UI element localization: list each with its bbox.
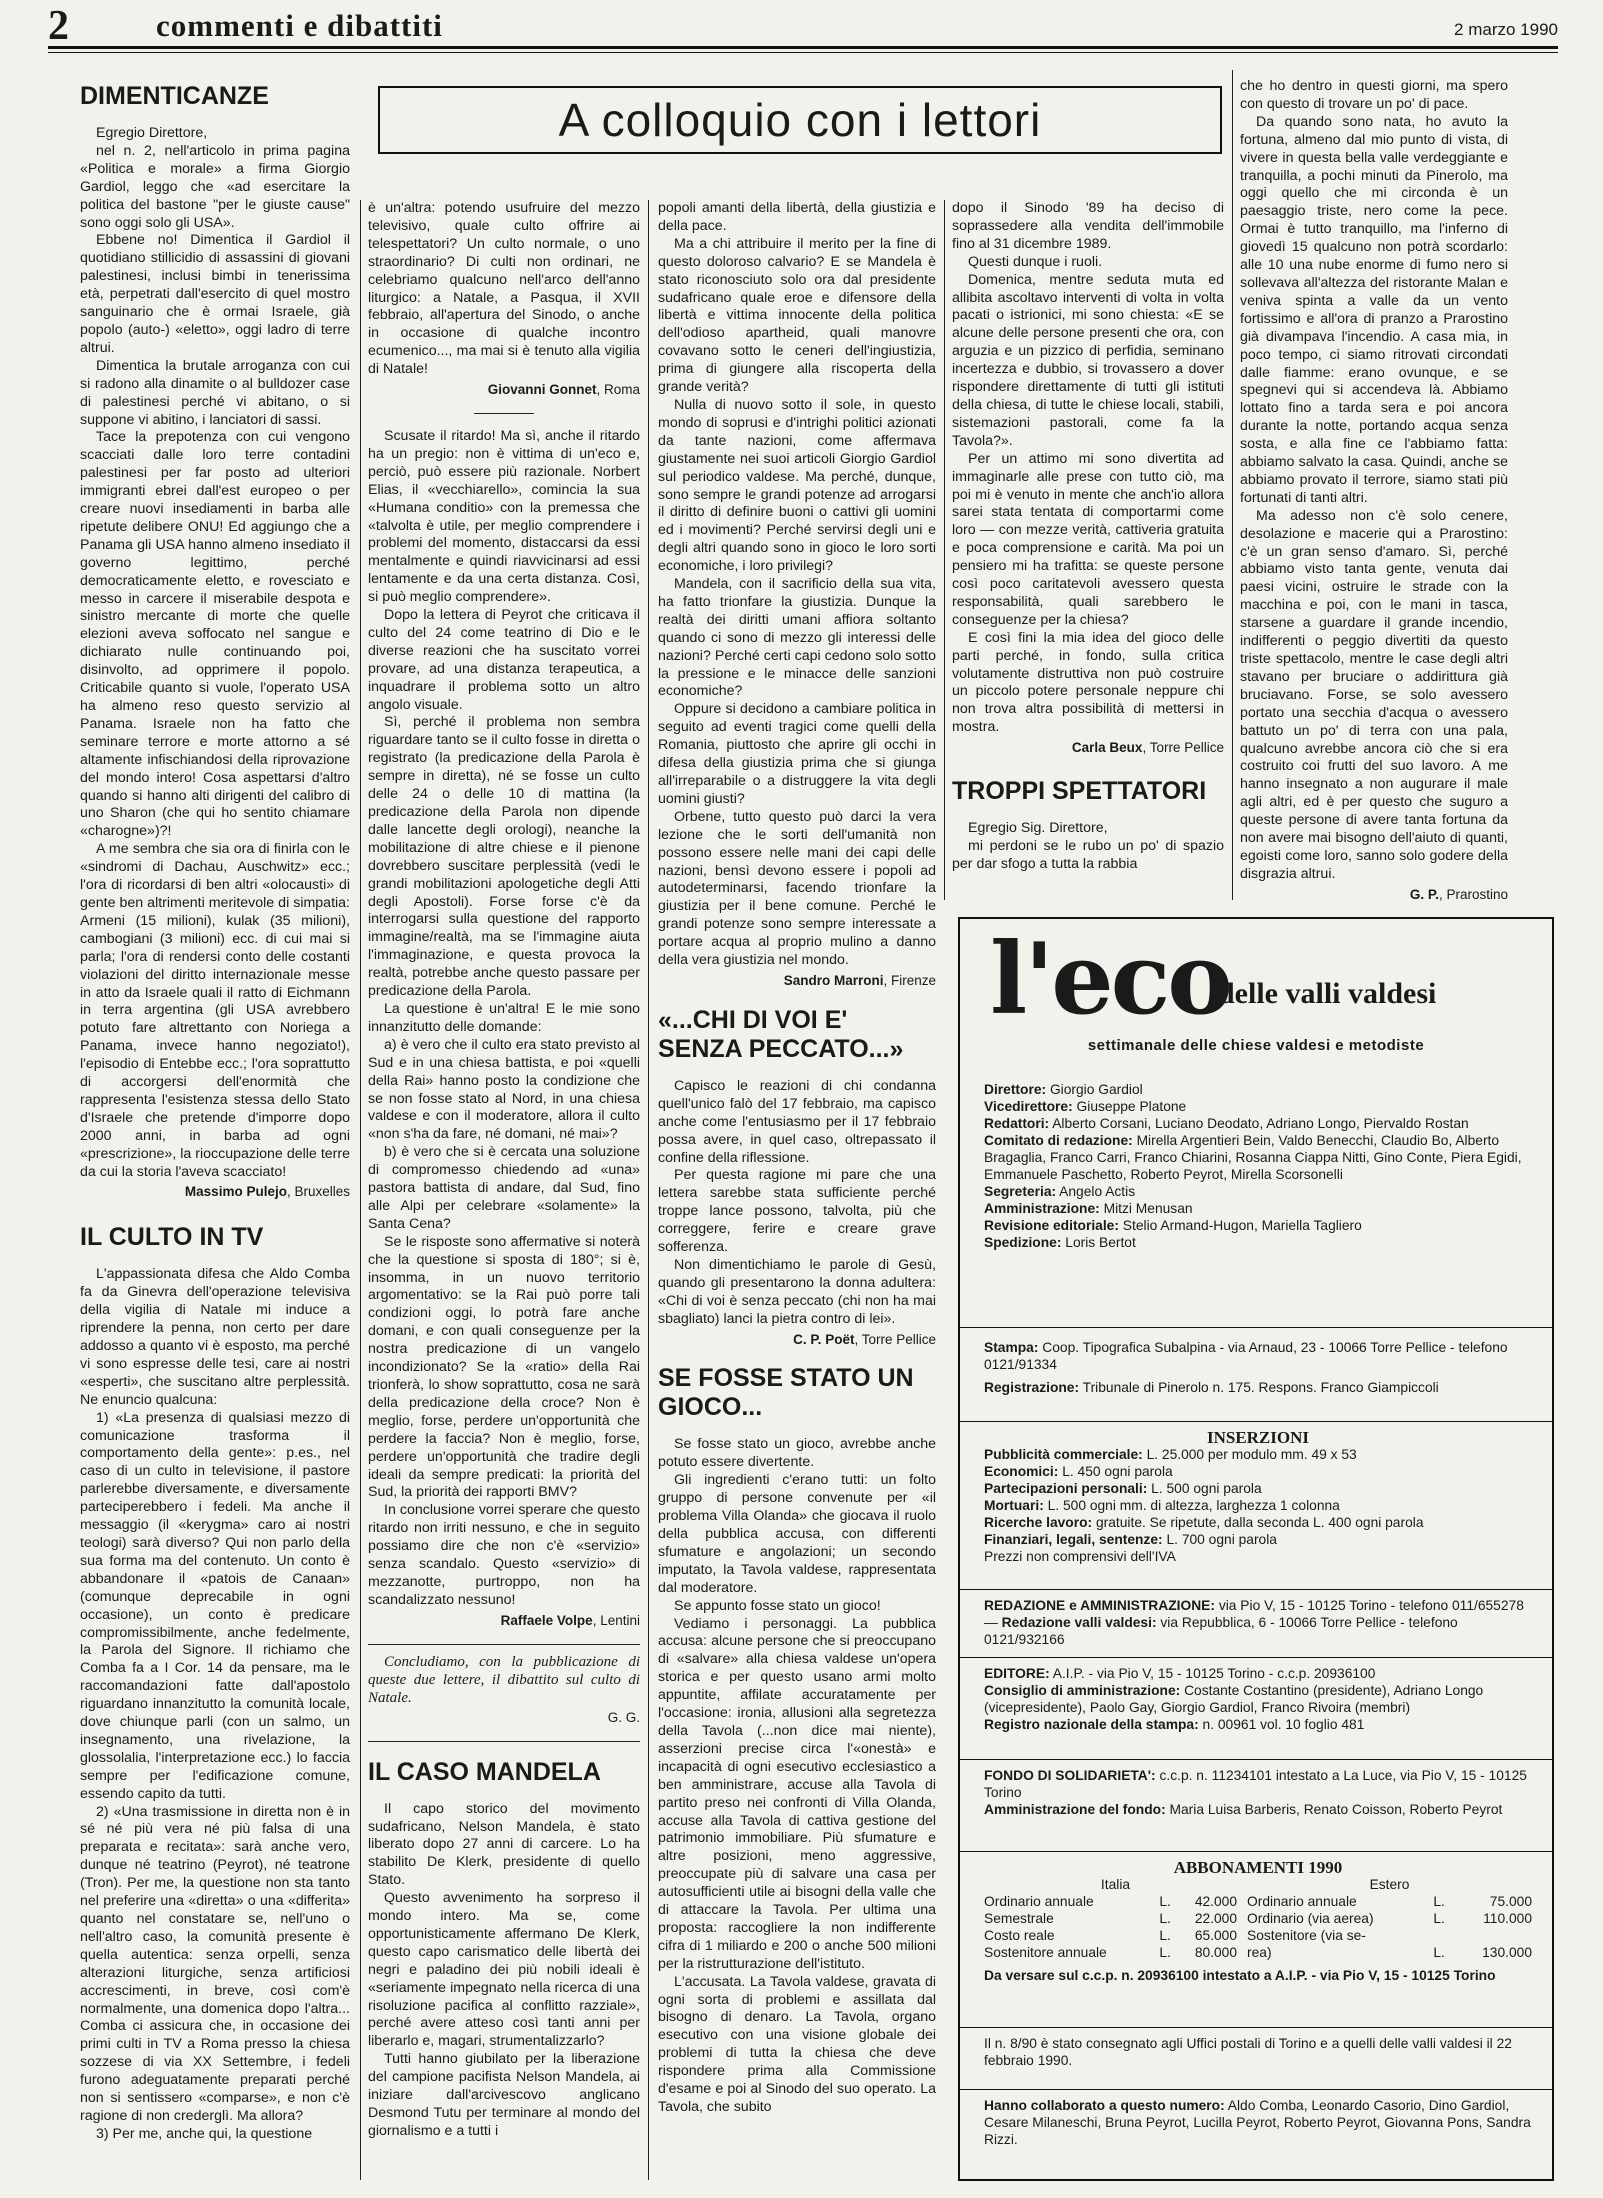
signature-name: C. P. Poët xyxy=(793,1331,855,1347)
paragraph: popoli amanti della libertà, della giustizia e della pace. xyxy=(658,200,936,234)
shipping-note: Il n. 8/90 è stato consegnato agli Uffici postali di Torino e a quelli delle valli valdesi il 22 febbraio 1990. xyxy=(984,2036,1512,2068)
signature-name: Carla Beux xyxy=(1071,740,1143,756)
separator xyxy=(368,1644,640,1645)
paragraph: La questione è un'altra! E le mie sono innanzitutto delle domande: xyxy=(368,1000,640,1035)
paragraph: Ebbene no! Dimentica il Gardiol il quotidiano stillicidio di assassini di giovani palestinesi, inclusi bimbi in tenerissima età, perpetrati dall'esercito di quel mostro sanguinario che è ormai Israele, già popolo (auto-) «eletto», oggi ladro di terre altrui. xyxy=(80,232,350,356)
header-rule-thin xyxy=(48,52,1558,53)
signature: Raffaele Volpe, Lentini xyxy=(500,1612,640,1628)
signature-place: Firenze xyxy=(890,972,936,988)
signature-place: Torre Pellice xyxy=(861,1331,936,1347)
paragraph: nel n. 2, nell'articolo in prima pagina «Politica e morale» a firma Giorgio Gardiol, leggo che «ad esercitare la politica del bastone "per le giuste cause" sono oggi solo gli USA». xyxy=(80,142,350,231)
paragraph: Gli ingredienti c'erano tutti: un folto gruppo di persone convenute per «il problema Villa Olanda» che giocava il ruolo della pubblica accusa, con differenti sfumature e angolazioni; un secondo imputato, la Tavola valdese, rappresentata dal moderatore. xyxy=(658,1472,936,1596)
paragraph: Se le risposte sono affermative si noterà che la questione si sposta di 180°; si è, insomma, in un nuovo territorio argomentativo: se la Rai può porre tali condizioni oggi, lo potrà fare anche domani, e con quali conseguenze per la nostra predicazione di un vangelo incondizionato? Se la «ratio» della Rai trionferà, lo show soprattutto, cosa ne sarà della predicazione della croce? Non è meglio, forse, perdere un'opportunità che perdere la faccia? Non è meglio, forse, perdere un'opportunità che tradire degli ideali da sempre predicati: la priorità del Sud, la priorità dei rapporti BMV? xyxy=(368,1233,640,1501)
salutation: Egregio Sig. Direttore, xyxy=(968,820,1108,837)
paragraph: Se appunto fosse stato un gioco! xyxy=(674,1597,881,1614)
signature-place: Roma xyxy=(603,382,640,398)
staff-row: Segreteria: Angelo Actis xyxy=(984,1184,1136,1199)
signature-place: Prarostino xyxy=(1446,886,1508,902)
paragraph: Nulla di nuovo sotto il sole, in questo mondo di soprusi e d'intrighi politici azionati da tante nazioni, come affermava giustamente nei suoi articoli Giorgio Gardiol sul periodico valdese. Ma perché, dunque, sono sempre le grandi potenze ad arrogarsi il diritto di definire buoni o cattivi gli uomini ed i movimenti? Perché servirsi degli uni e degli altri quando sono in gioco le loro sorti economiche, i loro privilegi? xyxy=(658,396,936,575)
publisher-info: EDITORE: A.I.P. - via Pio V, 15 - 10125 Torino - c.c.p. 20936100 Consiglio di amministrazione: Costante Costantino (presidente), Adriano Longo (vicepresidente), Paolo Gay, Giorgio Gardiol, Franco Rivoira (membri) Registro nazionale della stampa: n. 00961 vol. 10 foglio 481 xyxy=(984,1666,1484,1732)
staff-row: Revisione editoriale: Stelio Armand-Hugon, Mariella Tagliero xyxy=(984,1218,1362,1233)
solidarity-fund-info: FONDO DI SOLIDARIETA': c.c.p. n. 11234101 intestato a La Luce, via Pio V, 15 - 10125 Torino Amministrazione del fondo: Maria Luisa Barberis, Renato Coisson, Roberto Peyrot xyxy=(984,1768,1527,1817)
paragraph: Da quando sono nata, ho avuto la fortuna, almeno dal mio punto di vista, di vivere in questa bella valle verdeggiante e tranquilla, a pochi minuti da Pinerolo, ma oggi quello che mi circonda è un paesaggio triste, nero come la pece. Ormai è tutto tranquillo, ma l'inferno di giovedì 15 qualcuno non potrà scordarlo: alle 10 una nube enorme di fumo nero si sollevava all'altezza del ristorante Malan e veniva spinta a valle da un vento fortissimo e all'ora di pranzo a Prarostino già divampava l'incendio. A casa mia, in poco tempo, ci siamo ritrovati circondati dalle fiamme: erano ovunque, e se spegnevi qui si accendeva là. Abbiamo lottato fino a tarda sera e poi ancora durante la notte, portando acqua senza sosta, e alla fine ce l'abbiamo fatta: abbiamo salvato la casa. Quindi, anche se abbiamo provato il terrore, siamo stati più fortunati di tanti altri. xyxy=(1240,113,1508,506)
publication-info-box xyxy=(958,917,1554,2181)
paragraph: Ma adesso non c'è solo cenere, desolazione e macerie qui a Prarostino: c'è un gran senso d'amaro. Sì, perché abbiamo visto tanta gente, venuta dai paesi vicini, ostruire le strade con la macchina e poi, con le mani in tasca, starsene a guardare il grande incendio, indifferenti o peggio divertiti da questo triste spettacolo, mentre le case degli altri stavano per bruciare o addirittura già bruciavano. Forse, se solo avessero portato una secchia d'acqua o avessero battuto un po' di terra con una pala, qualcuno avrebbe ancora ciò che si era costruito coi frutti del suo lavoro. A me hanno insegnato a non augurare il male agli altri, ed è per questo che suguro a queste persone di avere tanta fortuna da non avere mai bisogno dell'aiuto di quanti, egoisti come loro, sanno solo godere della disgrazia altrui. xyxy=(1240,507,1508,882)
ads-info: INSERZIONI Pubblicità commerciale: L. 25.000 per modulo mm. 49 x 53 Economici: L. 450 ogni parola Partecipazioni personali: L. 500 ogni parola Mortuari: L. 500 ogni mm. di altezza, larghezza 1 colonna Ricerche lavoro: gratuite. Se ripetute, dalla seconda L. 400 ogni parola Finanziari, legali, sentenze: L. 700 ogni parola Prezzi non comprensivi dell'IVA xyxy=(984,1429,1532,1565)
signature: Giovanni Gonnet, Roma xyxy=(487,382,640,398)
signature-name: Massimo Pulejo xyxy=(184,1184,287,1200)
column-3 xyxy=(658,200,936,2185)
subscriptions-info: ABBONAMENTI 1990 Italia Estero Ordinario annuale L. 42.000 Ordinario annuale L. 75.000 Semestrale L. 22.000 Ordinario (via aerea) L. 110.000 Costo reale L. 65.000 Sostenitore (via se- Sostenitore annuale L. 80.000 rea) L. 130.000 Da versare sul c.c.p. n. 20936100 intestato a A.I.P. - via Pio V, 15 - 10125 Torino xyxy=(984,1858,1532,1983)
signature: Sandro Marroni, Firenze xyxy=(783,972,936,988)
page-number: 2 xyxy=(48,3,69,49)
paragraph: Domenica, mentre seduta muta ed allibita ascoltavo interventi di volta in volta pacati o istrionici, mi sono chiesta: «E se alcune delle persone presenti che ora, con arguzia e un pizzico di perfidia, seminano incertezza e dubbio, si trovassero a dover rispondere direttamente di tutti gli istituti della chiesa, di tutte le chiese locali, stabili, sistemazioni pastorali, come fa la Tavola?». xyxy=(952,271,1224,449)
column-1 xyxy=(80,82,350,2182)
paragraph: Il capo storico del movimento sudafricano, Nelson Mandela, è stato liberato dopo 27 anni di carcere. Lo ha stabilito De Klerk, presidente di quello Stato. xyxy=(368,1800,640,1889)
article-heading-troppi: TROPPI SPETTATORI xyxy=(952,777,1207,806)
paragraph: 3) Per me, anche qui, la questione xyxy=(96,2125,313,2142)
staff-row: Comitato di redazione: Mirella Argentieri Bein, Valdo Benecchi, Claudio Bo, Alberto Bragaglia, Franco Carri, Franco Chiarini, Rosanna Ciappa Nitti, Gino Conte, Piera Egidi, Emmanuele Paschetto, Roberto Peyrot, Mirella Scorsonelli xyxy=(984,1133,1522,1182)
paragraph: Mandela, con il sacrificio della sua vita, ha fatto trionfare la giustizia. Dunque la realtà dei diritti umani affiora soltanto quando ci sono di mezzo gli interessi delle nazioni? Perché certi capi cedono solo sotto la pressione e le minacce delle sanzioni economiche? xyxy=(658,576,936,700)
signature-place: Bruxelles xyxy=(294,1184,350,1200)
paragraph: Oppure si decidono a cambiare politica in seguito ad eventi tragici come quelli della Romania, piuttosto che aprire gli occhi in difesa della giustizia prima che si giunga all'irreparabile o a distruggere la vita degli uomini giusti? xyxy=(658,701,936,807)
subscriptions-table xyxy=(984,1876,1532,1961)
contributors: Hanno collaborato a questo numero: Aldo Comba, Leonardo Casorio, Dino Gardiol, Cesare Milaneschi, Bruna Peyrot, Lucilla Peyrot, Roberto Peyrot, Giovanna Pons, Sandra Rizzi. xyxy=(984,2098,1531,2147)
editorial-office-info: REDAZIONE e AMMINISTRAZIONE: via Pio V, 15 - 10125 Torino - telefono 011/655278 — Redazione valli valdesi: via Repubblica, 6 - 10066 Torre Pellice - telefono 0121/932166 xyxy=(984,1598,1524,1647)
paragraph: Scusate il ritardo! Ma sì, anche il ritardo ha un pregio: non è vittima di un'eco e, perciò, può essere più razionale. Norbert Elias, il «vecchiarello», comincia la sua «Humana conditio» con la premessa che «talvolta è utile, per meglio comprendere i problemi del momento, distaccarsi da essi mentalmente e quindi riavvicinarsi ad essi lentamente e da una certa distanza. Così, si può meglio comprendere». xyxy=(368,427,640,606)
box-divider xyxy=(960,1657,1552,1658)
table-row: Ordinario annuale L. 42.000 Ordinario annuale L. 75.000 xyxy=(984,1894,1532,1909)
salutation: Egregio Direttore, xyxy=(96,125,208,141)
column-title: A colloquio con i lettori xyxy=(558,94,1042,146)
printing-info: Stampa: Coop. Tipografica Subalpina - via Arnaud, 23 - 10066 Torre Pellice - telefono 0121/91334 Registrazione: Tribunale di Pinerolo n. 175. Respons. Franco Giampiccoli xyxy=(984,1340,1508,1395)
table-row: Italia Estero xyxy=(1100,1877,1410,1892)
editor-note-signature: G. G. xyxy=(607,1709,640,1725)
box-divider xyxy=(960,1421,1552,1422)
signature: Carla Beux, Torre Pellice xyxy=(1071,740,1224,756)
staff-list xyxy=(984,1081,1532,1251)
article-heading-gioco: SE FOSSE STATO UN GIOCO... xyxy=(658,1364,914,1422)
header-rule xyxy=(48,46,1558,49)
signature-name: Giovanni Gonnet xyxy=(487,382,597,398)
column-rule xyxy=(944,200,945,900)
paragraph: 1) «La presenza di qualsiasi mezzo di comunicazione trasforma il comportamento della gente»: p.es., nel caso di un culto in televisione, il pastore parlerebbe diversamente, e diversamente parteciperebbero i fedeli. Ma anche il messaggio (il «kerygma» caro ai nostri teologi) sarà diverso? Qui non parlo della sua forma ma del contenuto. Un conto è abbandonare il «patois de Canaan» (comunque deprecabile in ogni occasione), un conto è predicare compromissibilmente, anche fedelmente, la Parola del Signore. Il richiamo che Comba fa a I Cor. 14 da pensare, ma le raccomandazioni fatte dall'apostolo riguardano innanzitutto la comunità locale, dove chiunque parli (con un salmo, un insegnamento, una rivelazione, la glossolalia, l'interpretazione ecc.) lo faccia sempre per l'edificazione comune, essendo capito da tutti. xyxy=(80,1409,350,1802)
box-divider xyxy=(960,2089,1552,2090)
box-divider xyxy=(960,1759,1552,1760)
eco-tagline: settimanale delle chiese valdesi e metodiste xyxy=(1087,1037,1425,1054)
issue-date: 2 marzo 1990 xyxy=(1454,20,1558,39)
paragraph: b) è vero che si è cercata una soluzione di compromesso chiedendo ad «una» pastora battista di andare, dal Sud, fino alle Alpi per celebrare «solamente» la Santa Cena? xyxy=(368,1144,640,1232)
paragraph: A me sembra che sia ora di finirla con le «sindromi di Dachau, Auschwitz» ecc.; l'ora di ricordarsi di ben altri «olocausti» di gente ben altrimenti meritevole di simpatia: Armeni (15 milioni), kulak (35 milioni), cambogiani (3 milioni) ecc. di cui mai si parla; l'ora di rendersi conto delle costanti violazioni del diritto internazionale messe in atto da Israele quali il ratto di Eichmann in terra argentina (gli USA avrebbero potuto fare altrettanto con Noriega a Panama, invece hanno negoziato!), l'episodio di Entebbe ecc.; l'ora soprattutto di accorgersi dell'enormità che rappresenta l'esistenza stessa dello Stato d'Israele che pretende d'imporre dopo 2000 anni, in barba ad ogni «prescrizione», la rioccupazione delle terre da cui la storia l'aveva scacciato! xyxy=(80,841,350,1180)
paragraph: Ma a chi attribuire il merito per la fine di questo doloroso calvario? E se Mandela è stato riconosciuto solo ora dal presidente sudafricano quale eroe e difensore della libertà e vittima innocente della politica dell'odioso apartheid, quali manovre covavano sotto le ceneri dell'ingiustizia, prima di giungere alla riscoperta della grande verità? xyxy=(658,235,936,396)
paragraph: Capisco le reazioni di chi condanna quell'unico falò del 17 febbraio, ma capisco anche come l'entusiasmo per il 17 febbraio possa avere, in quel caso, oltrepassato il confine della riflessione. xyxy=(658,1077,936,1166)
signature-name: Sandro Marroni xyxy=(783,972,884,988)
paragraph: Tace la prepotenza con cui vengono scacciati dalle loro terre contadini palestinesi per far posto ad ulteriori immigranti ebrei dall'est europeo o per creare nuovi insediamenti in barba alle ripetute delibere ONU! Ed aggiungo che a Panama gli USA hanno almeno insediato il governo legittimo, perché democraticamente eletto, e rovesciato e messo in carcere il miserabile despota e sinistro mercante di morte che quelle elezioni aveva soffocato nel sangue e dichiarato nulle continuando poi, disinvolto, ad opprimere il popolo. Criticabile quanto si vuole, l'operato USA ha almeno reso questo servizio al Panama. Israele non ha fatto che seminare terrore e morte attorno a sé altamente infischiandosi della riprovazione del mondo intero! Cosa aspettarsi d'altro quando si hanno alti dirigenti del calibro di uno Sharon (che qui ho sentito chiamare «charogne»)?! xyxy=(80,429,350,840)
table-row: Costo reale L. 65.000 Sostenitore (via se- xyxy=(984,1928,1366,1943)
paragraph: L'accusata. La Tavola valdese, gravata di ogni sorta di problemi e assillata dal bisogno di denaro. La Tavola, organo esecutivo con una visione globale dei problemi di tutta la chiesa che deve rispondere prima alla Commissione d'esame e poi al Sinodo del suo operato. La Tavola, che subito xyxy=(658,1973,936,2115)
staff-row: Spedizione: Loris Bertot xyxy=(984,1235,1136,1250)
separator xyxy=(474,413,534,414)
paragraph: Questo avvenimento ha sorpreso il mondo intero. Ma se, come opportunisticamente affermano De Klerk, questo capo carismatico delle libertà dei negri e paladino dei più nobili ideali è «seriamente impegnato nella ricerca di una risoluzione pacifica al conflitto razziale», perché avere atteso così tanti anni per liberarlo e, magari, strumentalizzarlo? xyxy=(368,1890,640,2050)
article-heading-dimenticanze: DIMENTICANZE xyxy=(80,82,269,110)
signature: Massimo Pulejo, Bruxelles xyxy=(184,1184,350,1200)
eco-logo: l'eco xyxy=(990,922,1230,1037)
table-row: Semestrale L. 22.000 Ordinario (via aerea) L. 110.000 xyxy=(984,1911,1532,1926)
signature-name: Raffaele Volpe xyxy=(500,1612,593,1628)
article-heading-culto-tv: IL CULTO IN TV xyxy=(80,1223,264,1252)
paragraph: Dimentica la brutale arroganza con cui si radono alla dinamite o al bulldozer case di palestinesi perché vi abitano, o si suppone vi abitino, i lanciatori di sassi. xyxy=(80,357,350,428)
paragraph: che ho dentro in questi giorni, ma spero con questo di trovare un po' di pace. xyxy=(1240,78,1508,112)
paragraph: mi perdoni se le rubo un po' di spazio per dar sfogo a tutta la rabbia xyxy=(952,838,1224,872)
table-row: Sostenitore annuale L. 80.000 rea) L. 130.000 xyxy=(984,1945,1532,1960)
masthead xyxy=(48,3,1558,49)
subscriptions-title: ABBONAMENTI 1990 xyxy=(1173,1858,1343,1877)
separator xyxy=(368,1741,640,1742)
signature-name: G. P. xyxy=(1409,886,1439,902)
signature: C. P. Poët, Torre Pellice xyxy=(793,1331,936,1347)
column-2 xyxy=(368,200,640,2185)
paragraph: Non dimentichiamo le parole di Gesù, quando gli presentarono la donna adultera: «Chi di voi è senza peccato (chi non ha mai sbagliato) lanci la pietra contro di lei». xyxy=(658,1256,936,1327)
staff-row: Amministrazione: Mitzi Menusan xyxy=(984,1201,1193,1216)
section-title: commenti e dibattiti xyxy=(156,8,443,43)
paragraph: Dopo la lettera di Peyrot che criticava il culto del 24 come teatrino di Dio e le diverse reazioni che ha suscitato vorrei provare, ad una distanza terapeutica, a inquadrare il problema sotto un altro angolo visuale. xyxy=(368,607,640,713)
paragraph: In conclusione vorrei sperare che questo ritardo non irriti nessuno, e che in seguito possiamo dire che non c'è «servizio» senza scandalo. Questo «servizio» di mezzanotte, purtroppo, non ha scandalizzato nessuno! xyxy=(368,1502,640,1608)
staff-row: Redattori: Alberto Corsani, Luciano Deodato, Adriano Longo, Piervaldo Rostan xyxy=(984,1116,1469,1131)
signature: G. P., Prarostino xyxy=(1409,886,1508,902)
paragraph: a) è vero che il culto era stato previsto al Sud e in una chiesa battista, e poi «quelli della Rai» hanno posto la condizione che se non fosse stato al Nord, in una chiesa valdese e con il moderatore, allora il culto «non s'ha da fare, né domani, né mai»? xyxy=(368,1036,640,1143)
column-rule xyxy=(648,200,649,2180)
paragraph: Questi dunque i ruoli. xyxy=(968,253,1103,270)
article-heading-peccato: «...CHI DI VOI E' SENZA PECCATO...» xyxy=(658,1005,904,1063)
staff-row: Vicedirettore: Giuseppe Platone xyxy=(984,1099,1187,1114)
paragraph: dopo il Sinodo '89 ha deciso di soprassedere alla vendita dell'immobile fino al 31 dicembre 1989. xyxy=(952,200,1224,252)
signature-place: Torre Pellice xyxy=(1149,740,1224,756)
box-divider xyxy=(960,1589,1552,1590)
column-5 xyxy=(1240,78,1508,910)
ads-title: INSERZIONI xyxy=(1206,1428,1310,1447)
column-rule xyxy=(360,200,361,2180)
paragraph: L'appassionata difesa che Aldo Comba fa da Ginevra dell'operazione televisiva della vigilia di Natale mi induce a riprendere la penna, non certo per dare addosso a quanto vi è esposto, ma perché vi sono espresse delle tesi, care ai nostri «esperti», che suscitano altre perplessità. Ne enuncio qualcuna: xyxy=(80,1266,350,1408)
paragraph: Sì, perché il problema non sembra riguardare tanto se il culto fosse in diretta o registrato (la predicazione della Parola è sempre in diretta), né se fosse un culto delle 24 o delle 10 di mattina (la predicazione della Parola non dipende dalle lancette degli orologi), neanche la mobilitazione di altre chiese e il pienone dovrebbero suscitare perplessità (vedi le grandi mobilitazioni apologetiche degli Atti degli Apostoli). Forse forse c'è da interrogarsi sulla questione del rapporto immagine/realtà, ma se l'immagine aiuta l'immaginazione, e questa provoca la realtà, potrebbe anche questo passare per predicazione della Parola. xyxy=(368,714,640,1000)
paragraph: Vediamo i personaggi. La pubblica accusa: alcune persone che si preoccupano di «salvare» alla chiesa valdese un'opera storica e per questo usano armi molto appuntite, affilate accuratamente per l'occasione: ironia, allusioni alla segretezza della Tavola (...non dice mai niente), asserzioni precise circa l'«onestà» e incapacità di ogni esecutivo ecclesiastico a ben amministrare, accuse alla Tavola di partito preso nei confronti di Villa Olanda, accuse alla Tavola di cattiva gestione del patrimonio immobiliare. Più sfumature e altre posizioni, meno aggressive, preoccupate più di salvare una casa per autosufficienti utile ai bisogni della valle che di attaccare la Tavola. Per ultima una proposta: raccogliere la non indifferente cifra di 1 miliardo e 200 o anche 500 milioni per la ristrutturazione dell'istituto. xyxy=(658,1615,936,1972)
box-divider xyxy=(960,1851,1552,1852)
column-rule xyxy=(1232,70,1233,900)
paragraph: 2) «Una trasmissione in diretta non è in sé né più vera né più falsa di una preparata e recitata»: sarà anche vero, dunque né teatrino (Peyrot), né teatrone (Tron). Per me, la questione non sta tanto nel preferire una «diretta» o una «differita» quanto nel constatare se, nell'uno o nell'altro caso, la comunità presente è quella autentica: senza orpelli, senza alterazioni liturgiche, senza artificiosi accrescimenti, in breve, così com'è normalmente, una domenica dopo l'altra... Comba ci assicura che, in occasione dei primi culti in TV a Roma presso la chiesa sozzese di via XX Settembre, i fedeli furono adeguatamente preparati perché non si sentissero «comparse», e non c'è ragione di non crederglì. Ma allora? xyxy=(80,1803,350,2124)
eco-logo-subtitle: delle valli valdesi xyxy=(1218,977,1437,1010)
paragraph: Se fosse stato un gioco, avrebbe anche potuto essere divertente. xyxy=(658,1436,936,1471)
box-divider xyxy=(960,2027,1552,2028)
column-4 xyxy=(952,200,1224,910)
paragraph: Orbene, tutto questo può darci la vera lezione che le sorti dell'umanità non possono essere nelle mani dei capi delle nazioni, bensì devono essere i popoli ad autodeterminarsi, facendo trionfare la giustizia per il bene comune. Perché le grandi potenze sono sempre interessate a portare acqua al proprio mulino a danno della vera giustizia nel mondo. xyxy=(658,808,936,969)
article-heading-mandela: IL CASO MANDELA xyxy=(368,1757,601,1786)
paragraph: Tutti hanno giubilato per la liberazione del campione pacifista Nelson Mandela, ai iniziare dall'arcivescovo anglicano Desmond Tutu per terminare al mondo del giornalismo e a tutti i xyxy=(368,2051,640,2139)
paragraph: Per un attimo mi sono divertita ad immaginarle alle prese con tutto ciò, ma poi mi è venuto in mente che anch'io allora sarei stata tentata di comportarmi come loro — con mezze verità, cattiveria gratuita e poca comprensione e carità. Ma poi un pensiero mi ha trafitta: se queste persone così poco caritatevoli avessero questa responsabilità, quali sarebbero le conseguenze per la chiesa? xyxy=(952,450,1224,628)
paragraph: Per questa ragione mi pare che una lettera sarebbe stata sufficiente perché troppe lance possono, talvolta, più che correggere, ferire e creare grave sofferenza. xyxy=(658,1167,936,1256)
editor-note: Concludiamo, con la pubblicazione di queste due lettere, il dibattito sul culto di Natale. xyxy=(368,1653,640,1706)
staff-row: Direttore: Giorgio Gardiol xyxy=(984,1082,1143,1097)
column-title-box xyxy=(378,86,1222,154)
paragraph: è un'altra: potendo usufruire del mezzo televisivo, quale culto offrire ai telespettatori? Un culto normale, o uno straordinario? Di culti non ordinari, ne celebriamo qualcuno nell'arco dell'anno liturgico: a Natale, a Pasqua, il XVII febbraio, all'apertura del Sinodo, o anche in occasione di qualche incontro ecumenico..., ma mai si è tenuto alla vigilia di Natale! xyxy=(368,200,640,378)
signature-place: Lentini xyxy=(600,1612,640,1628)
paragraph: E così fini la mia idea del gioco delle parti perché, in fondo, sulla critica volutamente distruttiva non può costruire un piccolo potere personale neppure chi non trova altra possibilità di mettersi in mostra. xyxy=(952,629,1224,736)
box-divider xyxy=(960,1327,1552,1328)
